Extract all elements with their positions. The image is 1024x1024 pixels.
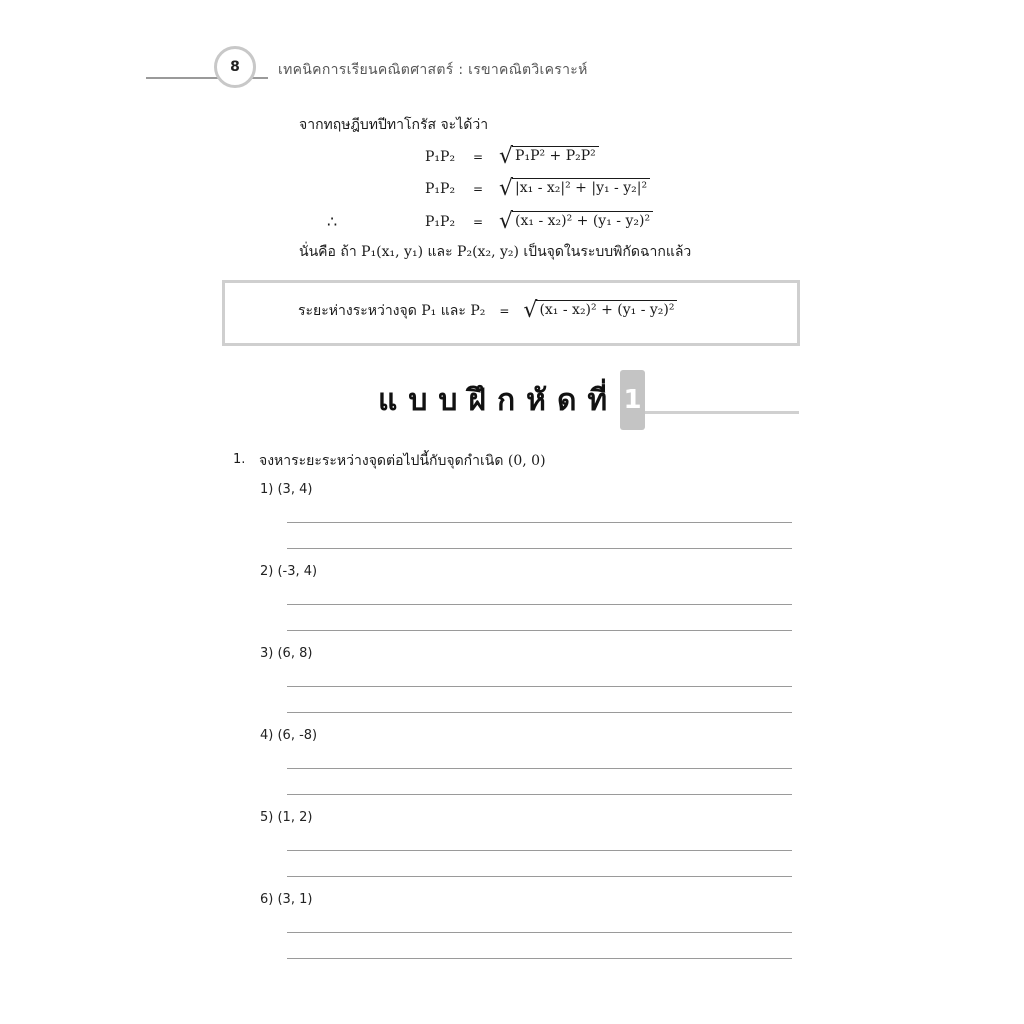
equation-lhs: P₁P₂	[425, 181, 456, 197]
distance-formula	[298, 300, 677, 322]
equation-lhs: P₁P₂	[425, 214, 456, 230]
equation-row-3	[425, 209, 653, 235]
answer-line	[287, 604, 792, 605]
exercise-item: 1) (3, 4)	[260, 482, 313, 497]
answer-line	[287, 548, 792, 549]
answer-line	[287, 522, 792, 523]
exercise-title: แบบฝึกหัดที่	[378, 383, 619, 418]
equation-lhs: P₁P₂	[425, 149, 456, 165]
answer-line	[287, 630, 792, 631]
equals-sign: =	[499, 304, 510, 318]
radical-sign-icon: √	[523, 298, 538, 323]
radical-sign-icon: √	[499, 209, 514, 234]
exercise-title-rule	[628, 411, 799, 414]
equation-rhs: (x₁ - x₂)² + (y₁ - y₂)²	[512, 211, 653, 233]
answer-line	[287, 932, 792, 933]
equation-rhs: |x₁ - x₂|² + |y₁ - y₂|²	[512, 178, 650, 200]
exercise-item: 4) (6, -8)	[260, 728, 318, 743]
running-header-title: เทคนิคการเรียนคณิตศาสตร์ : เรขาคณิตวิเคราะห์	[278, 62, 588, 78]
exercise-item: 6) (3, 1)	[260, 892, 313, 907]
exercise-number-tab: 1	[620, 370, 645, 430]
equals-sign: =	[473, 150, 484, 164]
answer-line	[287, 850, 792, 851]
radical-sign-icon: √	[499, 176, 514, 201]
equals-sign: =	[473, 215, 484, 229]
answer-line	[287, 794, 792, 795]
answer-line	[287, 876, 792, 877]
exercise-item: 5) (1, 2)	[260, 810, 313, 825]
answer-line	[287, 768, 792, 769]
answer-line	[287, 712, 792, 713]
square-root	[499, 178, 650, 200]
question-number: 1.	[233, 452, 246, 467]
answer-line	[287, 958, 792, 959]
question-text: จงหาระยะระหว่างจุดต่อไปนี้กับจุดกำเนิด (0, 0)	[259, 453, 546, 469]
radical-sign-icon: √	[499, 144, 514, 169]
therefore-symbol: ∴	[327, 212, 338, 231]
equation-row-1	[425, 144, 599, 170]
square-root	[499, 146, 599, 168]
equals-sign: =	[473, 182, 484, 196]
exercise-item: 3) (6, 8)	[260, 646, 313, 661]
intro-text: จากทฤษฎีบทปีทาโกรัส จะได้ว่า	[299, 117, 489, 133]
equation-rhs: P₁P² + P₂P²	[512, 146, 599, 168]
conclusion-text: นั่นคือ ถ้า P₁(x₁, y₁) และ P₂(x₂, y₂) เป็นจุดในระบบพิกัดฉากแล้ว	[299, 244, 692, 260]
square-root	[499, 211, 653, 233]
page-number-badge: 8	[214, 46, 256, 88]
equation-row-2	[425, 176, 650, 202]
distance-formula-label: ระยะห่างระหว่างจุด P₁ และ P₂	[298, 303, 486, 319]
distance-formula-expression: (x₁ - x₂)² + (y₁ - y₂)²	[536, 300, 677, 322]
answer-line	[287, 686, 792, 687]
square-root	[523, 300, 677, 322]
exercise-item: 2) (-3, 4)	[260, 564, 318, 579]
